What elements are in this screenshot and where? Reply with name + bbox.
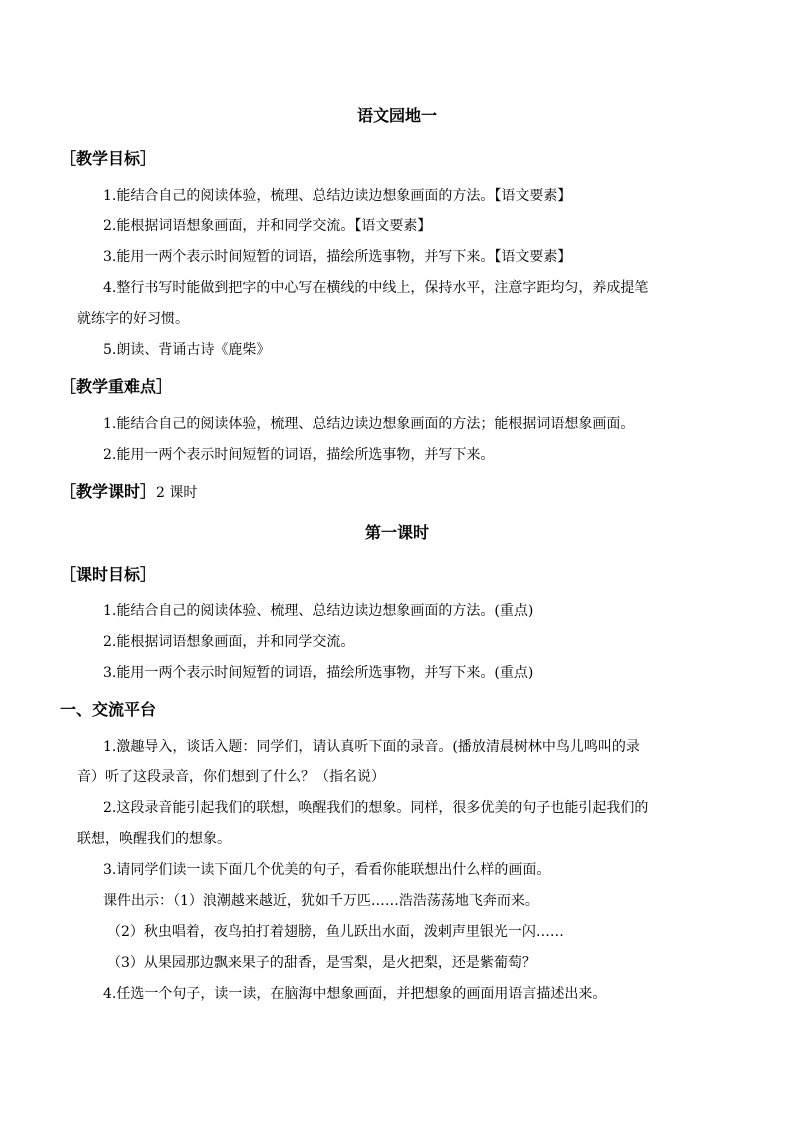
paragraph-line: 联想，唤醒我们的想象。 <box>77 831 231 847</box>
goal-item-1: 1.能结合自己的阅读体验，梳理、总结边读边想象画面的方法。【语文要素】 <box>103 188 572 204</box>
class-hours-heading: ［教学课时］2 课时 <box>60 482 198 501</box>
paragraph-line: 课件出示：（1）浪潮越来越近，犹如千万匹……浩浩荡荡地飞奔而来。 <box>103 893 539 909</box>
lesson-goal-2: 2.能根据词语想象画面，并和同学交流。 <box>103 634 355 650</box>
lesson-goal-3: 3.能用一两个表示时间短暂的词语，描绘所选事物，并写下来。(重点) <box>103 665 534 681</box>
key-points-heading: ［教学重难点］ <box>60 377 173 396</box>
page-title: 语文园地一 <box>356 106 437 125</box>
goal-item-4: 4.整行书写时能做到把字的中心写在横线的中线上，保持水平，注意字距均匀，养成提笔 <box>103 280 649 296</box>
key-point-2: 2.能用一两个表示时间短暂的词语，描绘所选事物，并写下来。 <box>103 447 495 463</box>
lesson-goal-1: 1.能结合自己的阅读体验、梳理、总结边读边想象画面的方法。(重点) <box>103 603 534 619</box>
paragraph-line: 2.这段录音能引起我们的联想，唤醒我们的想象。同样，很多优美的句子也能引起我们的 <box>103 800 649 816</box>
goal-item-2: 2.能根据词语想象画面，并和同学交流。【语文要素】 <box>103 218 432 234</box>
paragraph-line: 3.请同学们读一读下面几个优美的句子，看看你能联想出什么样的画面。 <box>103 862 551 878</box>
lesson1-title: 第一课时 <box>364 523 429 542</box>
paragraph-line: 音）听了这段录音，你们想到了什么？（指名说） <box>77 769 385 785</box>
goal-item-4-continued: 就练字的好习惯。 <box>77 311 189 327</box>
paragraph-line: 1.激趣导入，谈话入题：同学们，请认真听下面的录音。(播放清晨树林中鸟儿鸣叫的录 <box>103 739 640 755</box>
teaching-goals-heading: ［教学目标］ <box>60 149 157 168</box>
class-hours-value: 2 课时 <box>156 485 198 501</box>
paragraph-line: （3）从果园那边飘来果子的甜香，是雪梨，是火把梨，还是紫葡萄？ <box>107 955 536 971</box>
goal-item-5: 5.朗读、背诵古诗《鹿柴》 <box>103 342 271 358</box>
section-exchange-platform-heading: 一、交流平台 <box>60 700 157 719</box>
paragraph-line: （2）秋虫唱着，夜鸟拍打着翅膀，鱼儿跃出水面，泼剌声里银光一闪…… <box>107 924 564 940</box>
goal-item-3: 3.能用一两个表示时间短暂的词语，描绘所选事物，并写下来。【语文要素】 <box>103 249 572 265</box>
key-point-1: 1.能结合自己的阅读体验，梳理、总结边读边想象画面的方法；能根据词语想象画面。 <box>103 416 635 432</box>
lesson-goals-heading: ［课时目标］ <box>60 565 157 584</box>
paragraph-line: 4.任选一个句子，读一读，在脑海中想象画面，并把想象的画面用语言描述出来。 <box>103 986 607 1002</box>
